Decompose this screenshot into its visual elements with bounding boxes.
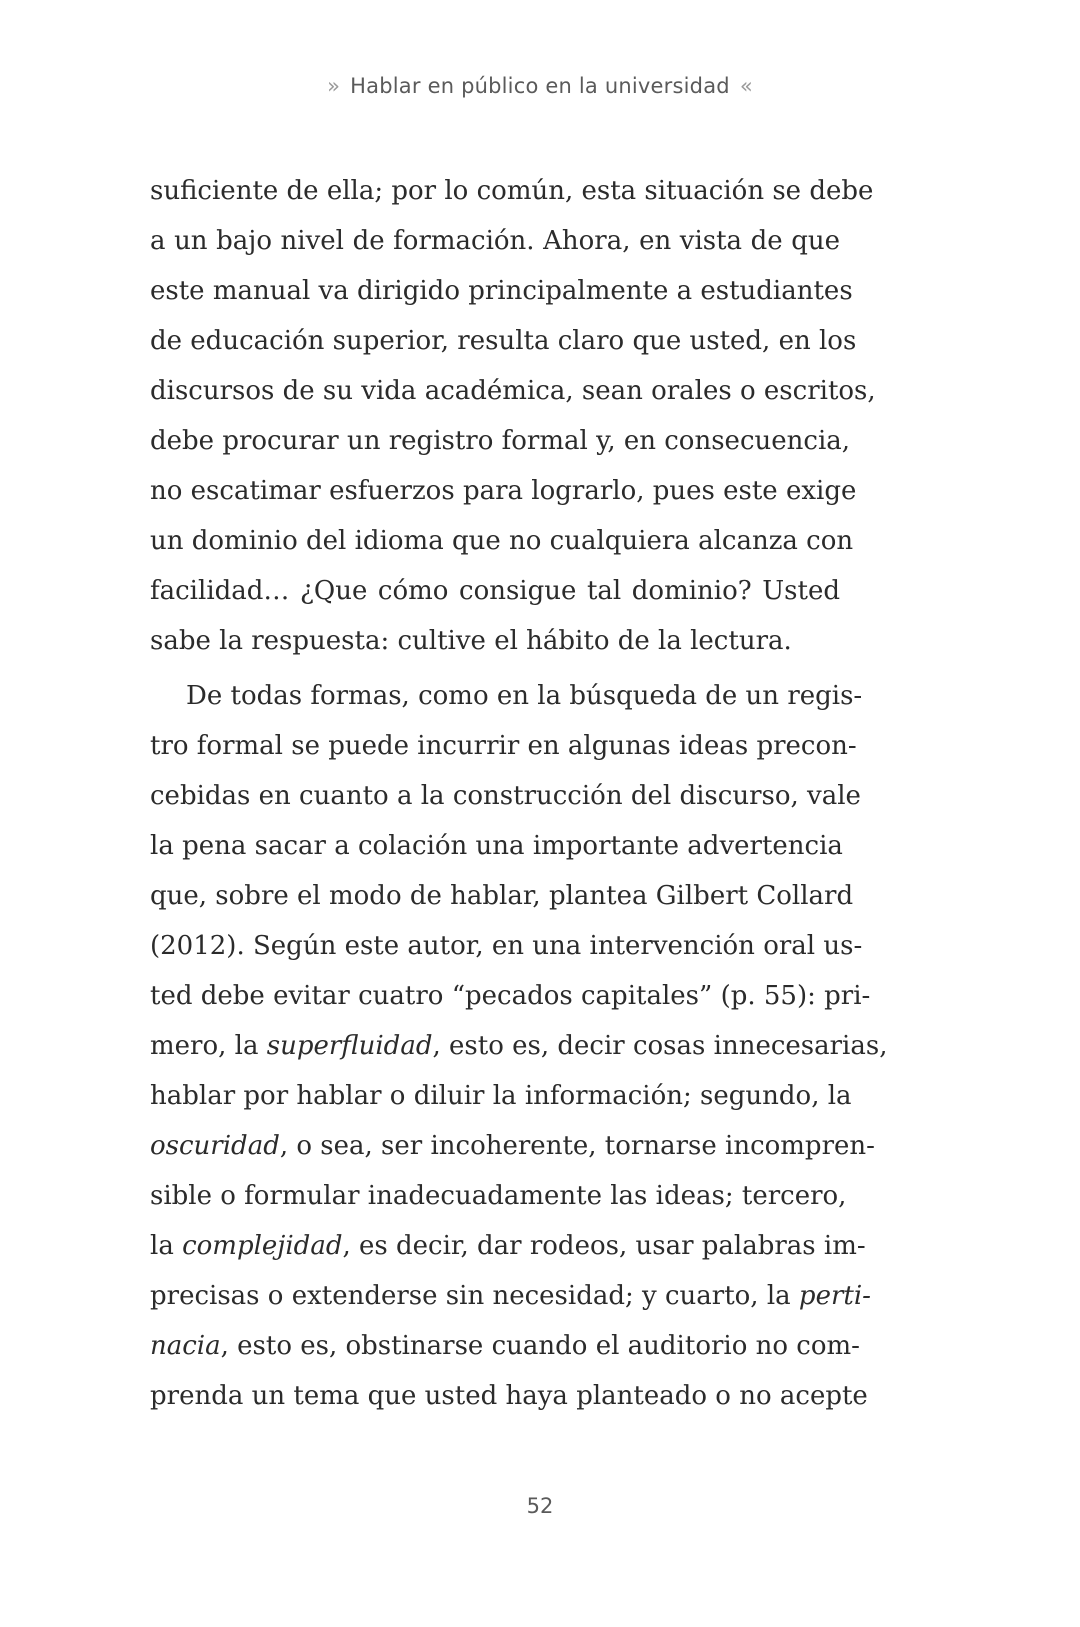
- text-line: [150, 1221, 866, 1271]
- text-line: un dominio del idioma que no cualquiera alcanza con: [150, 526, 854, 556]
- text-line: [150, 1121, 875, 1171]
- text-line: debe procurar un registro formal y, en consecuencia,: [150, 426, 851, 456]
- text-line: hablar por hablar o diluir la información; segundo, la: [150, 1081, 852, 1111]
- text-line: discursos de su vida académica, sean orales o escritos,: [150, 376, 876, 406]
- text-line: cebidas en cuanto a la construcción del discurso, vale: [150, 781, 861, 811]
- body-text: [150, 166, 888, 1421]
- text-line: [150, 1021, 888, 1071]
- text-run: mero, la: [150, 1031, 267, 1061]
- text-run: la: [150, 1231, 183, 1261]
- text-line: este manual va dirigido principalmente a estudiantes: [150, 276, 853, 306]
- italic-term: superfluidad: [266, 1031, 433, 1061]
- text-line: [150, 1321, 860, 1371]
- text-run: precisas o extenderse sin necesidad; y cuarto, la: [150, 1281, 799, 1311]
- text-line: ted debe evitar cuatro “pecados capitales” (p. 55): pri-: [150, 981, 871, 1011]
- text-line: que, sobre el modo de hablar, plantea Gilbert Collard: [150, 881, 854, 911]
- text-line: prenda un tema que usted haya planteado o no acepte: [150, 1381, 868, 1411]
- italic-term: nacia: [150, 1331, 221, 1361]
- header-left-mark: »: [327, 74, 341, 98]
- text-run: , esto es, obstinarse cuando el auditorio no com-: [220, 1331, 860, 1361]
- italic-term: oscuridad: [150, 1131, 280, 1161]
- text-line: [150, 1271, 871, 1321]
- text-line: sible o formular inadecuadamente las ideas; tercero,: [150, 1181, 847, 1211]
- text-line: a un bajo nivel de formación. Ahora, en vista de que: [150, 226, 840, 256]
- text-line: tro formal se puede incurrir en algunas ideas precon-: [150, 731, 857, 761]
- text-line: facilidad… ¿Que cómo consigue tal dominio? Usted: [150, 576, 840, 606]
- italic-term: complejidad: [182, 1231, 343, 1261]
- text-line: De todas formas, como en la búsqueda de un regis-: [186, 681, 863, 711]
- italic-term: perti-: [798, 1281, 871, 1311]
- text-run: , esto es, decir cosas innecesarias,: [432, 1031, 888, 1061]
- paragraph-1: [150, 166, 876, 666]
- text-run: , o sea, ser incoherente, tornarse incompren-: [279, 1131, 875, 1161]
- text-line: suficiente de ella; por lo común, esta situación se debe: [150, 176, 874, 206]
- running-header: [0, 74, 1080, 98]
- text-line: (2012). Según este autor, en una intervención oral us-: [150, 931, 863, 961]
- text-run: , es decir, dar rodeos, usar palabras im-: [342, 1231, 866, 1261]
- text-line: no escatimar esfuerzos para lograrlo, pues este exige: [150, 476, 857, 506]
- header-right-mark: «: [739, 74, 753, 98]
- page-number: 52: [526, 1494, 554, 1518]
- paragraph-2: [150, 671, 888, 1421]
- text-line: sabe la respuesta: cultive el hábito de la lectura.: [150, 626, 792, 656]
- header-title: Hablar en público en la universidad: [350, 74, 730, 98]
- text-line: de educación superior, resulta claro que usted, en los: [150, 326, 857, 356]
- text-line: la pena sacar a colación una importante advertencia: [150, 831, 843, 861]
